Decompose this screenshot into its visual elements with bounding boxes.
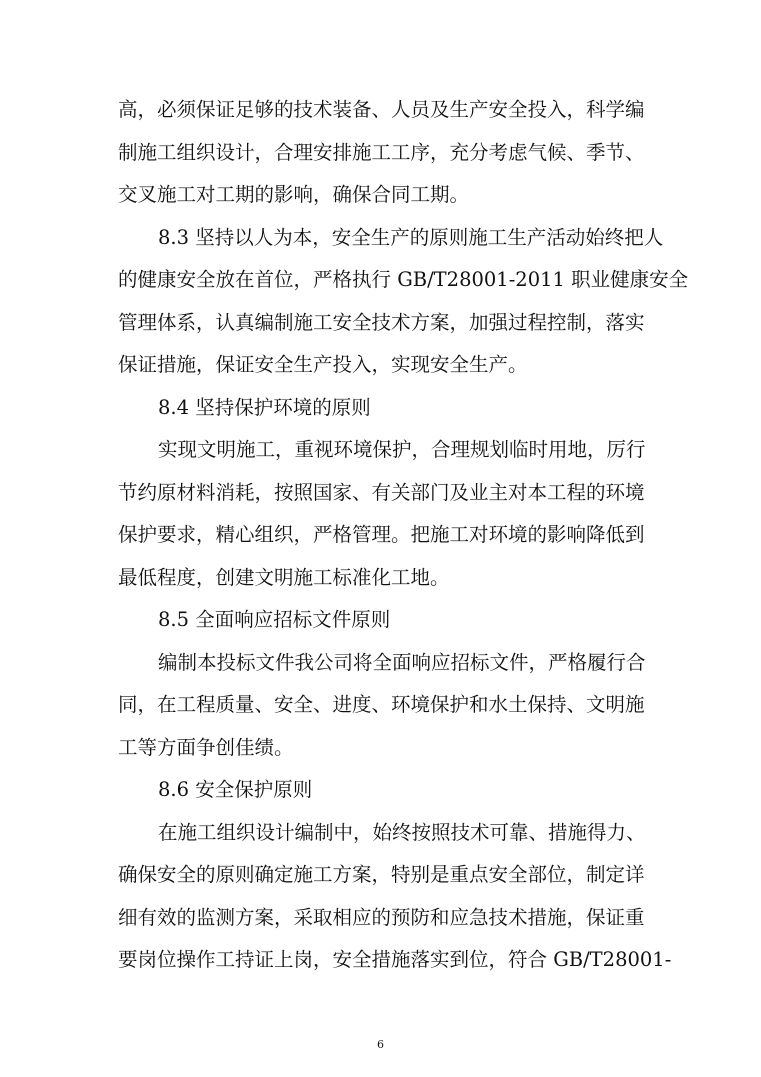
section-heading-8-6: 8.6 安全保护原则 <box>158 778 313 801</box>
text-line: 要岗位操作工持证上岗，安全措施落实到位，符合 GB/T28001- <box>118 948 672 971</box>
section-heading-8-5: 8.5 全面响应招标文件原则 <box>158 608 391 631</box>
text-line: 高，必须保证足够的技术装备、人员及生产安全投入，科学编 <box>118 98 645 121</box>
text-line: 节约原材料消耗，按照国家、有关部门及业主对本工程的环境 <box>118 481 645 504</box>
text-line: 管理体系，认真编制施工安全技术方案，加强过程控制，落实 <box>118 311 645 334</box>
text-line: 在施工组织设计编制中，始终按照技术可靠、措施得力、 <box>158 821 646 844</box>
section-heading-8-3: 8.3 坚持以人为本，安全生产的原则施工生产活动始终把人 <box>158 226 664 249</box>
text-line: 交叉施工对工期的影响，确保合同工期。 <box>118 183 470 206</box>
text-line: 工等方面争创佳绩。 <box>118 736 294 759</box>
text-line: 制施工组织设计，合理安排施工工序，充分考虑气候、季节、 <box>118 141 645 164</box>
text-line: 保证措施，保证安全生产投入，实现安全生产。 <box>118 353 528 376</box>
section-heading-8-4: 8.4 坚持保护环境的原则 <box>158 396 371 419</box>
text-line: 同，在工程质量、安全、进度、环境保护和水土保持、文明施 <box>118 693 645 716</box>
text-line: 保护要求，精心组织，严格管理。把施工对环境的影响降低到 <box>118 523 645 546</box>
text-line: 编制本投标文件我公司将全面响应招标文件，严格履行合 <box>158 651 646 674</box>
text-line: 确保安全的原则确定施工方案，特别是重点安全部位，制定详 <box>118 863 645 886</box>
page-number: 6 <box>377 1038 384 1051</box>
text-line: 细有效的监测方案，采取相应的预防和应急技术措施，保证重 <box>118 906 645 929</box>
text-line: 最低程度，创建文明施工标准化工地。 <box>118 566 450 589</box>
text-line: 的健康安全放在首位，严格执行 GB/T28001-2011 职业健康安全 <box>118 268 689 291</box>
text-line: 实现文明施工，重视环境保护，合理规划临时用地，厉行 <box>158 438 646 461</box>
